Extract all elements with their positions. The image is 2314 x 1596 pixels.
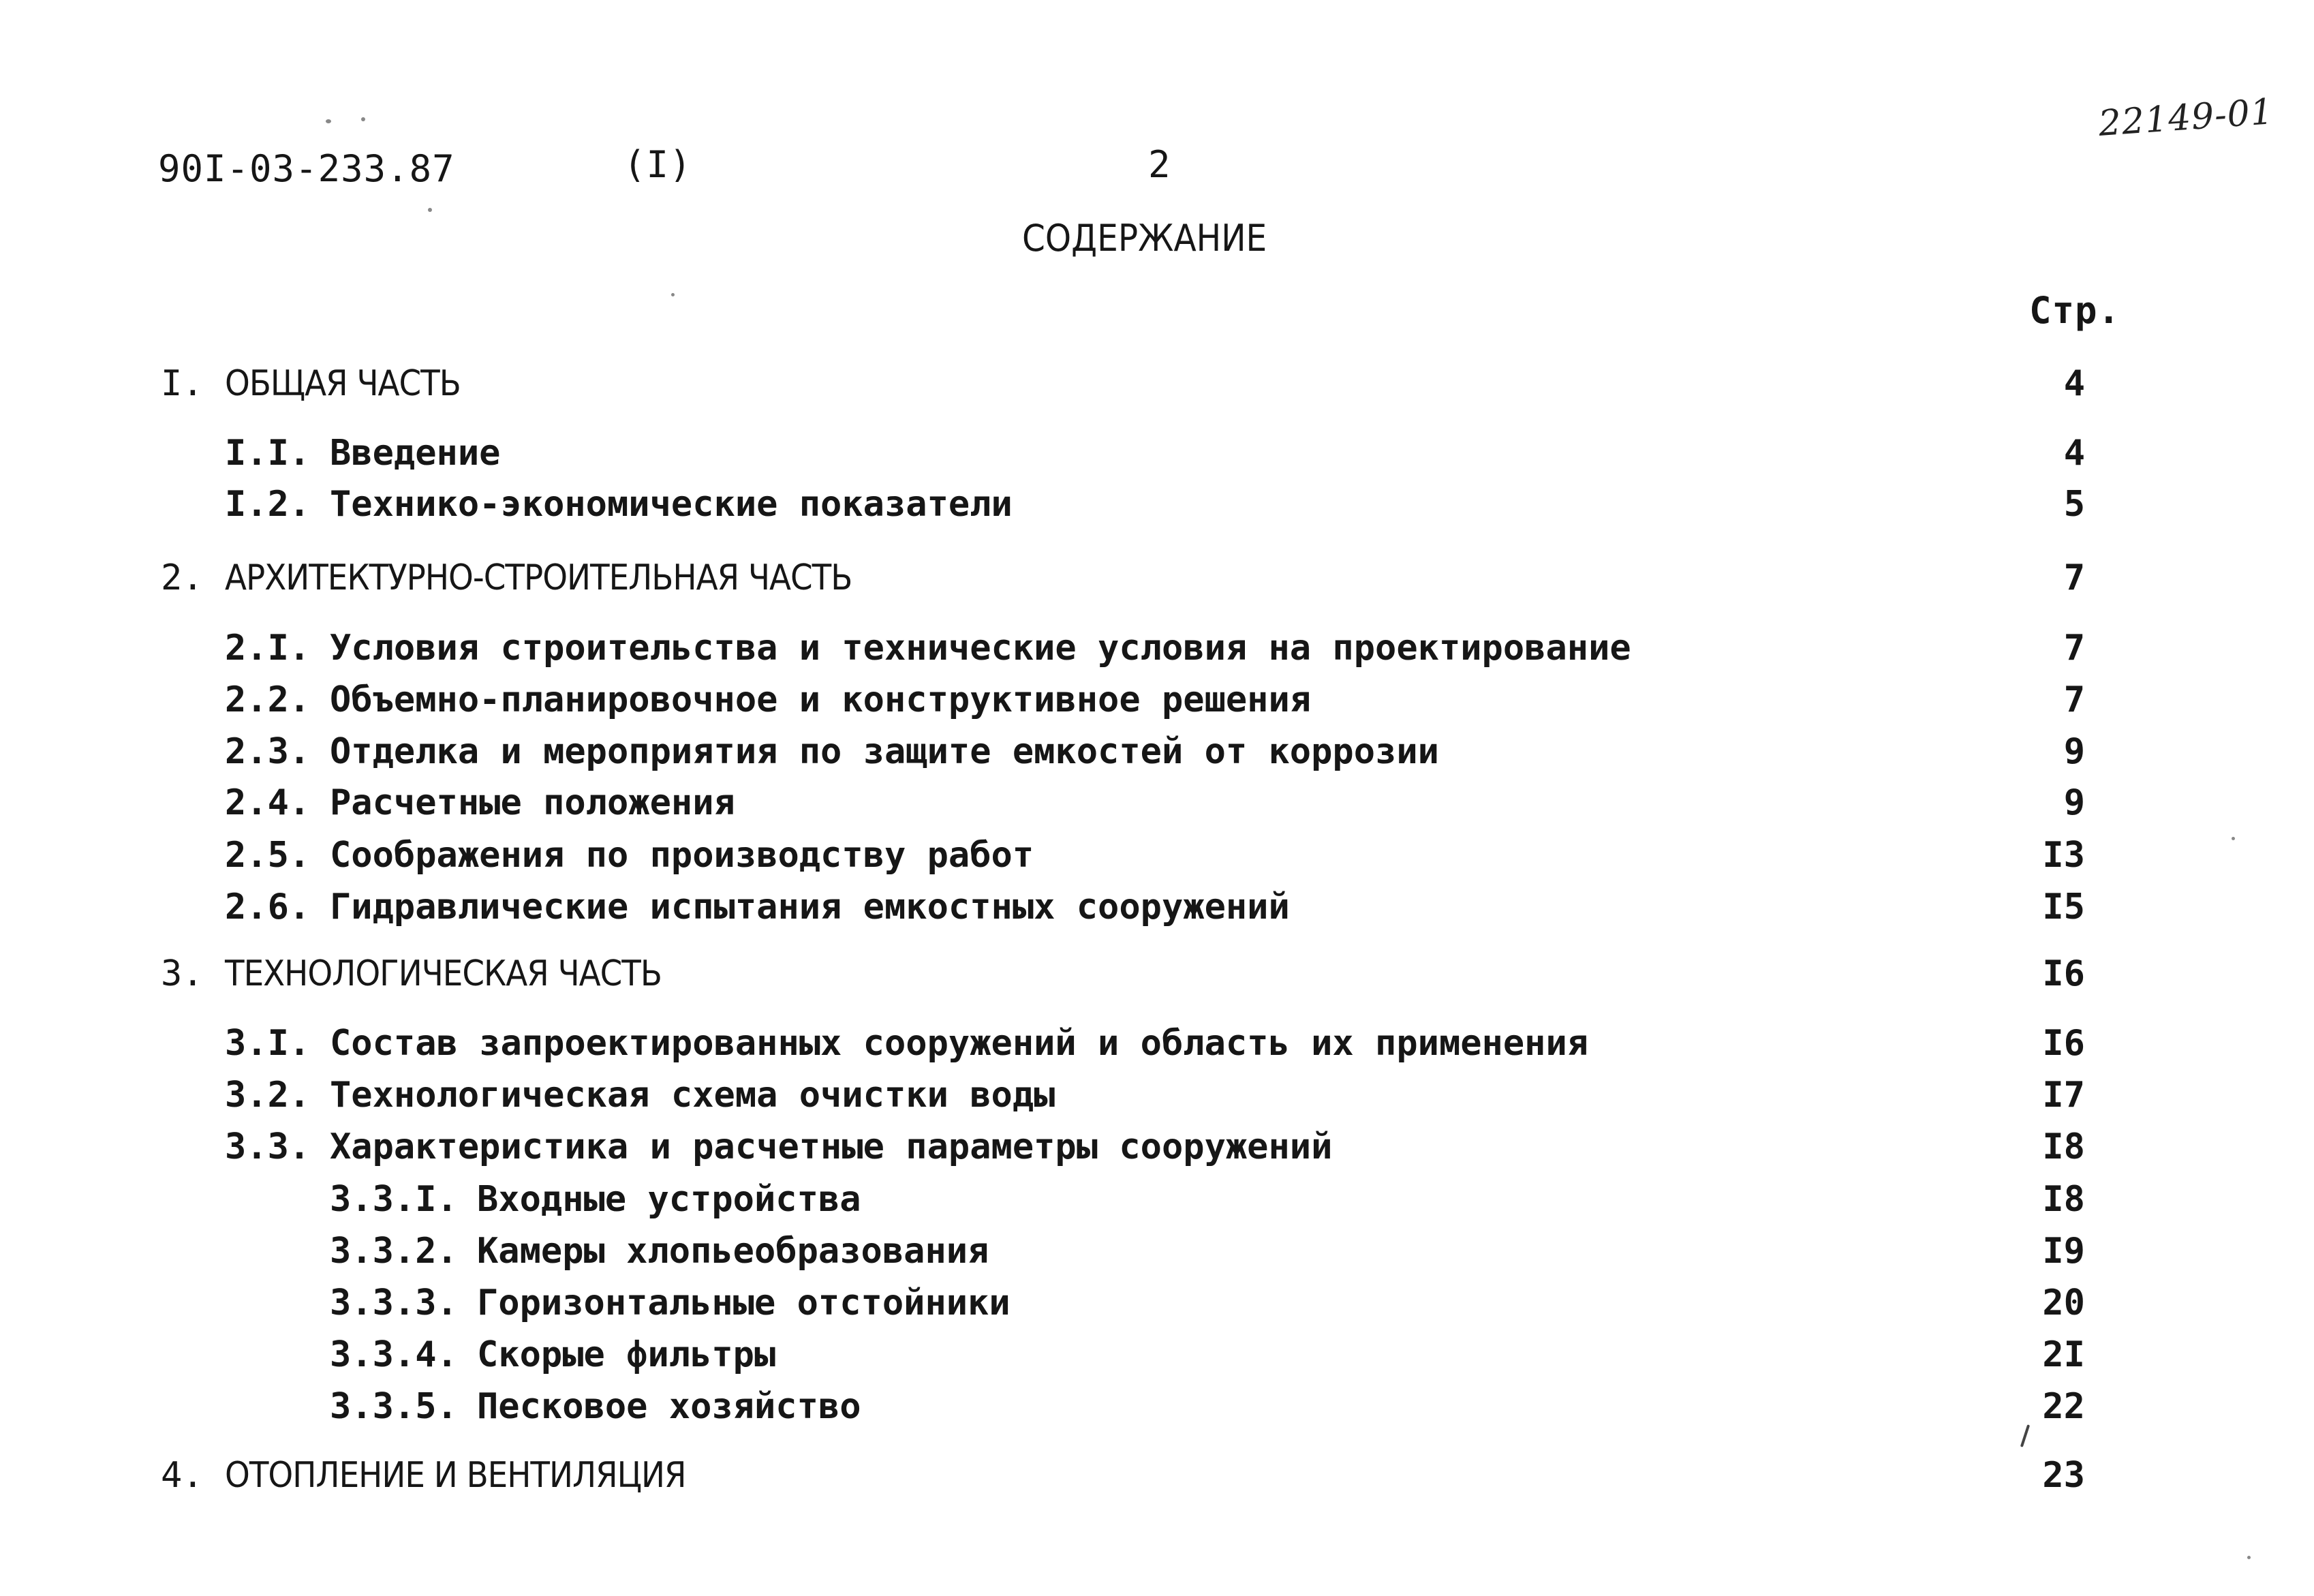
toc-entry-number: 4. xyxy=(161,1455,204,1496)
toc-entry xyxy=(0,1383,2112,1430)
toc-entry-number: I. xyxy=(161,363,204,404)
scan-speck xyxy=(428,208,432,212)
toc-dot-leader xyxy=(1002,1227,2017,1275)
toc-dot-leader xyxy=(789,1331,2017,1379)
toc-entry xyxy=(0,1123,2112,1171)
toc-entry-title: Технико-экономические показатели xyxy=(330,480,1022,528)
toc-dot-leader xyxy=(1346,1123,2017,1171)
toc-entry-page: I9 xyxy=(2042,1231,2085,1272)
toc-entry-number: 2.6. xyxy=(225,887,311,927)
toc-entry-page: 2I xyxy=(2042,1334,2085,1375)
toc-entry-number: 2.5. xyxy=(225,835,311,876)
toc-entry-page: 7 xyxy=(2063,628,2085,669)
toc-dot-leader xyxy=(675,950,2017,998)
toc-entry-page: 7 xyxy=(2063,679,2085,720)
toc-entry xyxy=(0,831,2112,879)
toc-entry-title: Объемно-планировочное и конструктивное решения xyxy=(330,676,1321,724)
toc-entry-number: 2. xyxy=(161,557,204,598)
toc-entry-title: Расчетные положения xyxy=(330,779,745,827)
toc-entry-number: 3.I. xyxy=(225,1023,311,1064)
toc-entry-page: 7 xyxy=(2063,557,2085,598)
scan-speck xyxy=(2232,837,2235,840)
toc-entry xyxy=(0,1071,2112,1119)
toc-entry-title: ТЕХНОЛОГИЧЕСКАЯ ЧАСТЬ xyxy=(225,950,671,998)
toc-dot-leader xyxy=(1024,1279,2017,1327)
toc-entry xyxy=(0,1279,2112,1327)
toc-entry-page: I8 xyxy=(2042,1179,2085,1220)
scan-speck xyxy=(671,293,675,296)
toc-entry-page: I3 xyxy=(2042,835,2085,876)
toc-entry-number: I.I. xyxy=(225,433,311,474)
toc-entry-number: 2.4. xyxy=(225,782,311,823)
toc-entry-number: 3.3. xyxy=(225,1126,311,1167)
toc-entry-page: 4 xyxy=(2063,363,2085,404)
toc-entry xyxy=(0,480,2112,528)
toc-entry xyxy=(0,624,2112,672)
scan-speck xyxy=(2247,1556,2251,1559)
toc-entry-title: Горизонтальные отстойники xyxy=(477,1279,1020,1327)
toc-dot-leader xyxy=(699,1452,2017,1499)
document-issue: (I) xyxy=(623,143,692,186)
toc-entry-page: 20 xyxy=(2042,1283,2085,1323)
toc-entry-page: I6 xyxy=(2042,1023,2085,1064)
toc-entry-page: 23 xyxy=(2042,1455,2085,1496)
toc-entry-number: 3.3.3. xyxy=(330,1283,458,1323)
toc-entry-number: 3.3.4. xyxy=(330,1334,458,1375)
toc-entry-title: Камеры хлопьеобразования xyxy=(477,1227,998,1275)
toc-entry-number: 3. xyxy=(161,953,204,994)
toc-entry xyxy=(0,1176,2112,1223)
page-column-label: Стр. xyxy=(2029,289,2121,332)
toc-entry-title: Соображения по производству работ xyxy=(330,831,1043,879)
toc-entry-number: 3.3.5. xyxy=(330,1386,458,1427)
toc-dot-leader xyxy=(1602,1019,2017,1067)
toc-dot-leader xyxy=(749,779,2017,827)
toc-entry-number: 2.3. xyxy=(225,731,311,772)
toc-entry xyxy=(0,360,2112,408)
toc-entry-title: ОТОПЛЕНИЕ И ВЕНТИЛЯЦИЯ xyxy=(225,1452,695,1499)
toc-dot-leader xyxy=(865,554,2017,602)
toc-entry-page: I5 xyxy=(2042,887,2085,927)
toc-entry-title: ОБЩАЯ ЧАСТЬ xyxy=(225,360,470,408)
toc-dot-leader xyxy=(1325,676,2017,724)
toc-dot-leader xyxy=(1303,883,2017,931)
toc-entry xyxy=(0,429,2112,477)
toc-dot-leader xyxy=(1026,480,2017,528)
toc-entry-page: I6 xyxy=(2042,953,2085,994)
toc-entry-page: 4 xyxy=(2063,433,2085,474)
toc-entry-number: I.2. xyxy=(225,484,311,525)
toc-entry xyxy=(0,779,2112,827)
toc-entry xyxy=(0,728,2112,776)
toc-entry xyxy=(0,950,2112,998)
toc-entry-number: 3.3.I. xyxy=(330,1179,458,1220)
toc-dot-leader xyxy=(514,429,2017,477)
toc-entry-title: Технологическая схема очистки воды xyxy=(330,1071,1064,1119)
toc-dot-leader xyxy=(474,360,2017,408)
toc-entry xyxy=(0,1452,2112,1499)
toc-dot-leader xyxy=(875,1383,2017,1430)
toc-entry-page: 9 xyxy=(2063,782,2085,823)
toc-entry-title: Входные устройства xyxy=(477,1176,871,1223)
toc-entry xyxy=(0,554,2112,602)
toc-entry-number: 2.2. xyxy=(225,679,311,720)
toc-title: СОДЕРЖАНИЕ xyxy=(1022,217,1267,260)
toc-entry-title: Гидравлические испытания емкостных сооружений xyxy=(330,883,1299,931)
toc-entry xyxy=(0,1227,2112,1275)
toc-entry-title: Характеристика и расчетные параметры сооружений xyxy=(330,1123,1342,1171)
toc-entry-page: I8 xyxy=(2042,1126,2085,1167)
toc-entry-title: Состав запроектированных сооружений и область их применения xyxy=(330,1019,1598,1067)
document-code: 90I-03-233.87 xyxy=(158,147,455,190)
toc-dot-leader xyxy=(875,1176,2017,1223)
toc-entry-number: 3.2. xyxy=(225,1075,311,1116)
toc-entry-page: I7 xyxy=(2042,1075,2085,1116)
toc-dot-leader xyxy=(1453,728,2017,776)
toc-entry-title: Условия строительства и технические условия на проектирование xyxy=(330,624,1641,672)
toc-entry-title: Введение xyxy=(330,429,510,477)
toc-entry-title: Песковое хозяйство xyxy=(477,1383,871,1430)
archive-number-handwritten: 22149-01 xyxy=(2097,91,2275,144)
toc-entry-title: Скорые фильтры xyxy=(477,1331,785,1379)
scan-speck xyxy=(326,119,331,123)
toc-entry xyxy=(0,883,2112,931)
page-number: 2 xyxy=(1148,143,1171,186)
toc-entry-title: Отделка и мероприятия по защите емкостей от коррозии xyxy=(330,728,1449,776)
toc-entry-page: 5 xyxy=(2063,484,2085,525)
toc-entry-title: АРХИТЕКТУРНО-СТРОИТЕЛЬНАЯ ЧАСТЬ xyxy=(225,554,861,602)
toc-dot-leader xyxy=(1047,831,2017,879)
toc-dot-leader xyxy=(1645,624,2017,672)
toc-entry-page: 22 xyxy=(2042,1386,2085,1427)
toc-dot-leader xyxy=(1068,1071,2017,1119)
toc-entry xyxy=(0,1019,2112,1067)
toc-entry-page: 9 xyxy=(2063,731,2085,772)
scan-speck xyxy=(361,117,365,121)
toc-entry-number: 3.3.2. xyxy=(330,1231,458,1272)
toc-entry xyxy=(0,1331,2112,1379)
toc-entry xyxy=(0,676,2112,724)
toc-entry-number: 2.I. xyxy=(225,628,311,669)
